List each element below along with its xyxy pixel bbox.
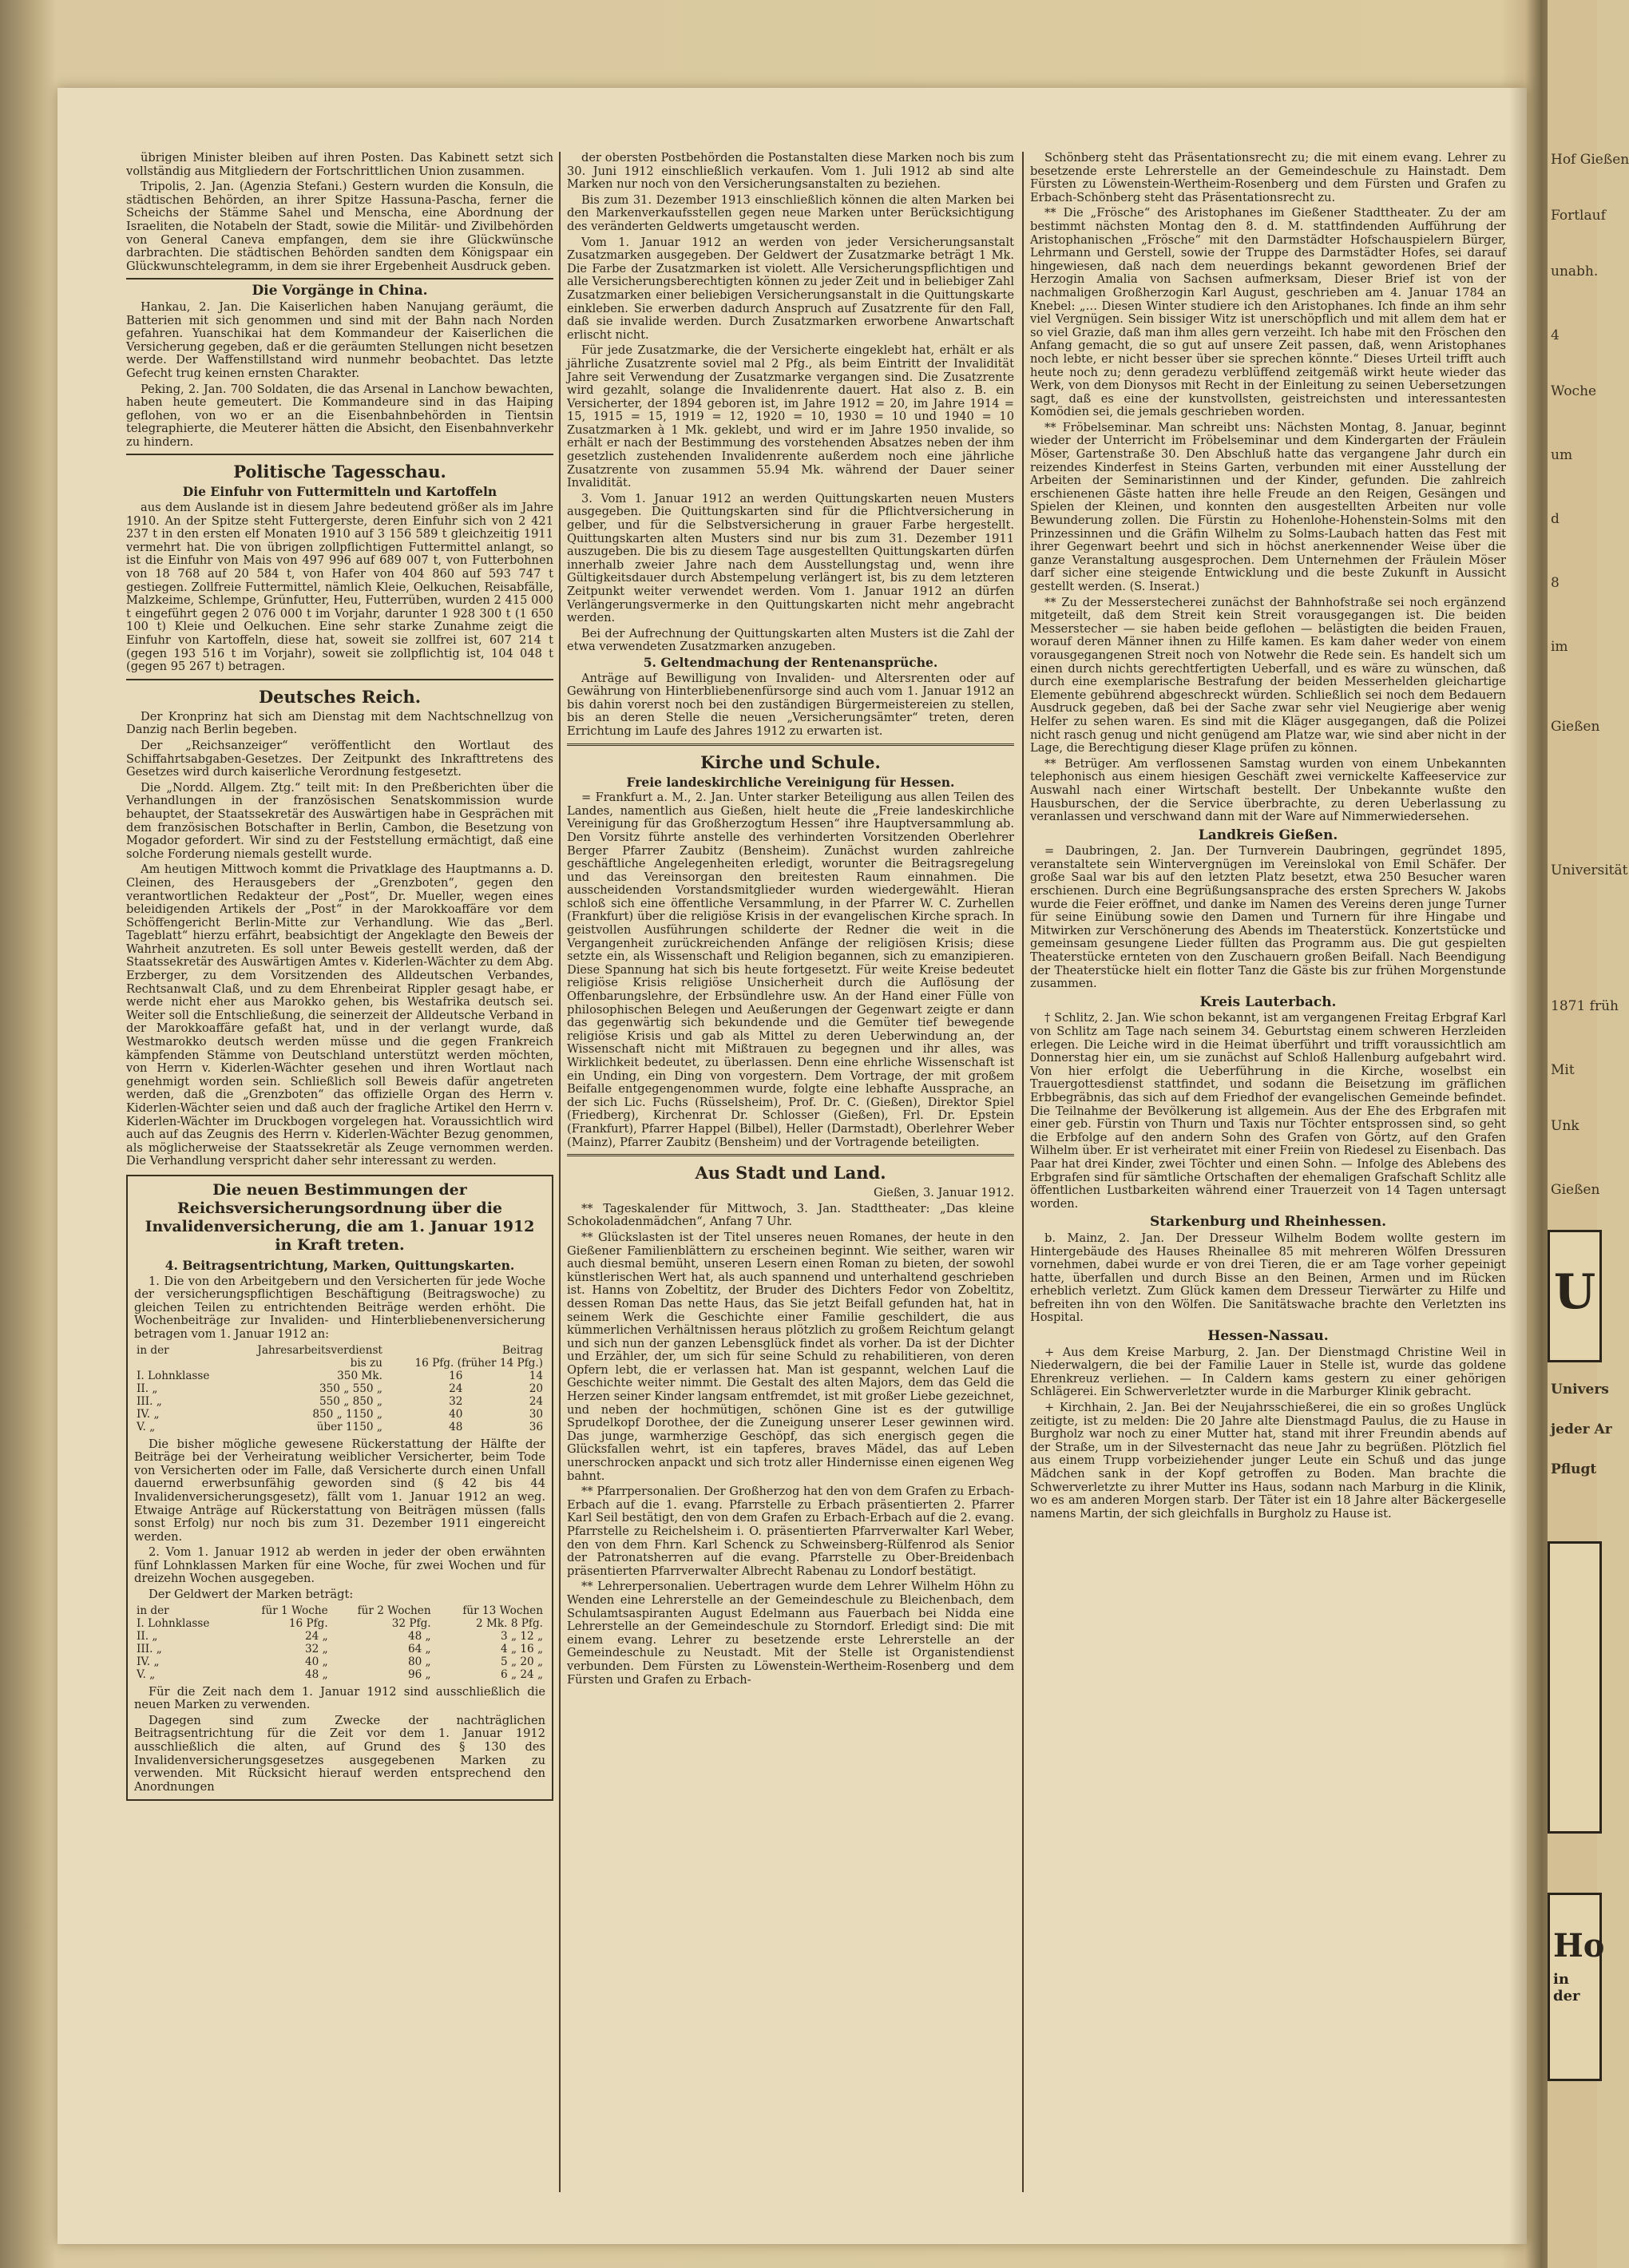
article-paragraph: ** Glückslasten ist der Titel unseres neuen Romanes, der heute in den Gießener Familienblättern zu erscheinen beginnt. Wie seither, waren wir auch diesmal bemüht, unseren Lesern einen Roman zu bieten, der sowohl künstlerischen Wert hat, als auch spannend und unterhaltend geschrieben ist. Hanns von Zobeltitz, der Bruder des Dichters Fedor von Zobeltitz, dessen Roman Das nette Haus, das Sie jetzt Beifall gefunden hat, hat in seinem Werk die Geschichte einer Familie geschildert, die aus kümmerlichen Verhältnissen heraus plötzlich zu großem Reichtum gelangt und sich nun der ganzen Lebensglück findet als vorher. Da ist der Dichter und Erzähler, der, um sich für seine Schuld zu rehabilitieren, von deren Opfern lebt, die er verlassen hat. Man ist gespannt, welchen Lauf die Geschichte weiter nimmt. Die Gestalt des alten Majors, dem das Geld die Herzen seiner Kinder langsam entfremdet, ist mit großer Liebe gezeichnet, und neben der hochmütigen, schönen Gine ist es der gutwillige Sprudelkopf Dorothee, der die Zuneigung unserer Leser gewinnen wird. Das junge, warmherzige Geschöpf, das sich energisch gegen die Glücksfallen wehrt, ist ein tapferes, braves Mädel, das auf Leben unerschrocken anpackt und sich trotz aller Hindernisse einen eigenen Weg bahnt. xyxy=(567,1230,1014,1483)
table-header: bis zu xyxy=(350,1356,382,1370)
strip-fragment: jeder Ar xyxy=(1551,1421,1612,1437)
subheading: Die Einfuhr von Futtermitteln und Kartoffeln xyxy=(182,484,497,500)
table-header xyxy=(134,1357,228,1370)
article-paragraph: ** Fröbelseminar. Man schreibt uns: Nächsten Montag, 8. Januar, beginnt wieder der Unterricht im Fröbelseminar und dem Kindergarten der Fräulein Möser, Gartenstraße 30. Den Abschluß hatte das vergangene Jahr durch ein reizendes Kinderfest in Steins Garten, verbunden mit einer Ausstellung der Arbeiten der Seminaristinnen und der Kinder, gefunden. Die zahlreich erschienenen Gäste hatten ihre helle Freude an den Reigen, Gesängen und Spielen der Kleinen, und konnten den ausgestellten Arbeiten nur volle Bewunderung zollen. Die Fürstin zu Hohenlohe-Hohenstein-Solms mit den Prinzessinnen und die Gräfin Wilhelm zu Solms-Laubach hatten das Fest mit ihrer Gegenwart beehrt und sich in höchst anerkennender Weise über die ganze Veranstaltung ausgesprochen. Dem Unternehmen der Fräulein Möser darf sicher eine steigende Entwicklung und die beste Zukunft in Aussicht gestellt werden. (S. Inserat.) xyxy=(1030,420,1506,593)
table-cell: I. Lohnklasse xyxy=(137,1616,210,1630)
column-rule xyxy=(1022,152,1024,2192)
article-paragraph: = Frankfurt a. M., 2. Jan. Unter starker Beteiligung aus allen Teilen des Landes, namentlich aus Gießen, hielt heute die „Freie landeskirchliche Vereinigung für das Großherzogtum Hessen“ ihre Hauptversammlung ab. Den Vorsitz führte anstelle des verhinderten Vorsitzenden Oberlehrer Berger Pfarrer Zaubitz (Bensheim). Zunächst wurden zahlreiche geschäftliche Angelegenheiten erledigt, worunter die Beitragsregelung und das Vereinsorgan den breitesten Raum einnahmen. Die ausscheidenden Vorstandsmitglieder wurden wiedergewählt. Hieran schloß sich eine öffentliche Versammlung, in der Pfarrer W. C. Zurhellen (Frankfurt) über die religiöse Krisis in der evangelischen Kirche sprach. In geistvollen Ausführungen schilderte der Redner die weit in die Vergangenheit zurückreichenden Anfänge der religiösen Krisis; diese setzte ein, als Wissenschaft und Religion begannen, sich zu emanzipieren. Diese Spannung hat sich bis heute fortgesetzt. Für weite Kreise bedeutet religiöse Krisis religiöse Unsicherheit durch die Auflösung der Offenbarungslehre, der Erbsündlehre usw. An der Hand einer Fülle von philosophischen Belegen und Aeußerungen der Gegenwart zeigte er dann das gegenwärtig sich bekundende und die Gemüter tief bewegende religiöse Krisis und gab als Mittel zu deren Ueberwindung an, der Wissenschaft nicht mit Mißtrauen zu begegnen und ihr alles, was Wirklichkeit bedeutet, zu überlassen. Denn eine ehrliche Wissenschaft ist ein Unding, ein Ding von vorgestern. Dem Vortrage, der mit großem Beifalle entgegengenommen wurde, folgte eine lebhafte Aussprache, an der sich Lic. Fuchs (Rüsselsheim), Prof. Dr. C. (Gießen), Direktor Spiel (Friedberg), Kirchenrat Dr. Schlosser (Gießen), Frl. Dr. Epstein (Frankfurt), Pfarrer Happel (Bilbel), Heller (Darmstadt), Oberlehrer Weber (Mainz), Pfarrer Zaubitz (Bensheim) und der Vortragende beteiligten. xyxy=(567,791,1014,1149)
article-paragraph: Bei der Aufrechnung der Quittungskarten alten Musters ist die Zahl der etwa verwendeten Zusatzmarken anzugeben. xyxy=(567,626,1014,654)
table-cell: über 1150 „ xyxy=(316,1420,382,1433)
strip-fragment: Hof Gießen xyxy=(1551,152,1629,168)
section-heading: Aus Stadt und Land. xyxy=(695,1163,886,1184)
section-heading: Die Vorgänge in China. xyxy=(252,283,428,299)
strip-fragment: unabh. xyxy=(1551,264,1599,280)
table-cell: 850 „ 1150 „ xyxy=(312,1407,382,1421)
table-row xyxy=(134,1668,545,1681)
table-cell: 2 Mk. 8 Pfg. xyxy=(476,1616,543,1630)
table-cell: 5 „ 20 „ xyxy=(501,1655,543,1668)
table-cell: 80 „ xyxy=(407,1655,431,1668)
article-paragraph: Für jede Zusatzmarke, die der Versicherte eingeklebt hat, erhält er als jährliche Zusatzrente soviel mal 2 Pfg., als beim Eintritt der Invalidität Jahre seit Verwendung der Zusatzmarke vergangen sind. Die Zusatzrente wird gezahlt, solange die Invalidenrente dauert. Hat also z. B. ein Versicherter, der 1894 geboren ist, im Jahre 1912 = 20, im Jahre 1914 = 15, 1915 = 15, 1919 = 12, 1920 = 10, 1930 = 10 und 1940 = 10 Zusatzmarken à 1 Mk. geklebt, und wird er im Jahre 1950 invalide, so erhält er nach der Bestimmung des vorstehenden Absatzes neben der ihm gesetzlich zustehenden Invalidenrente außerdem noch eine jährliche Zusatzrente von zusammen 55.94 Mk. während der Dauer seiner Invalidität. xyxy=(567,343,1014,490)
strip-fragment: 4 xyxy=(1551,327,1560,343)
article-paragraph: übrigen Minister bleiben auf ihren Posten. Das Kabinett setzt sich vollständig aus Mitgliedern der Fortschrittlichen Union zusammen. xyxy=(126,151,553,178)
table-row xyxy=(134,1395,545,1408)
table-cell: IV. „ xyxy=(137,1407,160,1421)
advert-text: in der xyxy=(1553,1971,1580,2004)
strip-fragment: Gießen xyxy=(1551,719,1600,735)
article-paragraph: ** Die „Frösche“ des Aristophanes im Gießener Stadttheater. Zu der am bestimmt nächsten Montag den 8. d. M. stattfindenden Aufführung der Aristophanischen „Frösche“ mit den Darmstädter Hofschauspielern Bürger, Lehrmann und Gerstell, sowie der Truppe des Darmstädter Hofes, sei darauf hingewiesen, daß nach dem neuerdings bekannt gewordenen Brief der Herzogin Amalia von Sachsen aufmerksam, Dieser Brief ist von der nachmaligen Großherzogin Karl August, geschrieben am 4. Januar 1784 an Knebel: „… Diesen Winter studiere ich den Aristophanes. Ich finde an ihm sehr viel Vergnügen. Sein bissiger Witz ist unerschöpflich und mit allem dem hat er so viel Grazie, daß man ihm alles gern verzeiht. Ich habe mit den Fröschen den Anfang gemacht, die so gut auf unsere Zeit passen, daß, wenn Aristophanes noch lebte, er nicht besser über sie sprechen könnte.“ Dieses Urteil trifft auch heute noch zu; denn geradezu verblüffend zeitgemäß wirkt heute wieder das Werk, von dem Dionysos mit Recht in der Einleitung zu seinen Uebersetzungen sagt, daß es eine der kunstvollsten, geistreichsten und interessantesten Komödien sei, die jemals geschrieben worden. xyxy=(1030,206,1506,419)
column-3 xyxy=(1030,152,1506,1523)
strip-fragment: Mit xyxy=(1551,1062,1575,1078)
article-paragraph: ** Zu der Messerstecherei zunächst der Bahnhofstraße sei noch ergänzend mitgeteilt, daß dem Streit kein Streit vorausgegangen ist. Die beiden Messerstecher — sie haben beide geflohen — belästigten die beiden Frauen, worauf deren Männer ihnen zu Hilfe kamen. Es kam daher weder von einem vorausgegangenen Streit noch von Notwehr die Rede sein. Es handelt sich um einen durch nichts gerechtfertigten Ueberfall, und es wäre zu wünschen, daß durch eine exemplarische Bestrafung der beiden Messerhelden gleichartige Elemente gebührend abgeschreckt würden. Schließlich sei noch dem Bedauern Ausdruck gegeben, daß bei der Sache zwar sehr viel Neugierige aber wenig Helfer zu sehen waren. Es sind mit die Kläger ausgegangen, daß die Polizei nicht rasch genug und nicht genügend am Platze war, wie sind aber nicht in der Lage, die Berechtigung dieser Klage prüfen zu können. xyxy=(1030,595,1506,755)
boxed-article xyxy=(126,1175,553,1801)
table-row xyxy=(134,1630,545,1643)
article-paragraph: Die bisher mögliche gewesene Rückerstattung der Hälfte der Beiträge bei der Verheiratung weiblicher Versicherter, beim Tode von Versicherten oder im Falle, daß Versicherte durch einen Unfall dauernd erwerbsunfähig geworden sind (§ 42 bis 44 Invalidenversicherungsgesetz), fällt vom 1. Januar 1912 an weg. Etwaige Anträge auf Rückerstattung von Beiträgen müssen (falls sonst Erfolg) nur noch bis zum 31. Dezember 1911 eingereicht werden. xyxy=(134,1437,545,1544)
article-paragraph: ** Betrüger. Am verflossenen Samstag wurden von einem Unbekannten telephonisch aus einem hiesigen Geschäft zwei vernickelte Kaffeeservice zur Auswahl nach einer Wirtschaft bestellt. Der Unbekannte wußte den Hausburschen, der die Service überbrachte, zu deren Ueberlassung zu veranlassen und verschwand dann mit der Ware auf Nimmerwiedersehen. xyxy=(1030,756,1506,824)
article-paragraph: Bis zum 31. Dezember 1913 einschließlich können die alten Marken bei den Markenverkaufsstellen gegen neue Marken unter Berücksichtigung des veränderten Geldwerts umgetauscht werden. xyxy=(567,192,1014,233)
table-cell: 48 „ xyxy=(407,1629,431,1643)
table-row xyxy=(134,1643,545,1655)
article-paragraph: b. Mainz, 2. Jan. Der Dresseur Wilhelm Bodem wollte gestern im Hintergebäude des Hauses Rheinallee 85 mit mehreren Wölfen Dressuren vornehmen, dabei wurde er von drei Tieren, die er am Tage vorher gepeinigt hatte, überfallen und durch Bisse an den Beinen, Armen und im Rücken erheblich verletzt. Zum Glück kamen dem Dresseur Tierwärter zu Hilfe und befreiten ihn von den Wölfen. Die Sanitätswache brachte den Verletzten ins Hospital. xyxy=(1030,1231,1506,1325)
table-header: für 2 Wochen xyxy=(357,1604,431,1617)
strip-fragment: im xyxy=(1551,639,1568,655)
article-paragraph: = Daubringen, 2. Jan. Der Turnverein Daubringen, gegründet 1895, veranstaltete sein Wintervergnügen im Vereinslokal von Emil Schäfer. Der große Saal war bis auf den letzten Platz besetzt, etwa 250 Besucher waren erschienen. Durch eine Begrüßungsansprache des ersten Sprechers W. Jakobs wurde die Feier eröffnet, und danke im Namen des Vereins deren junge Turner für seine Einübung sowie den Damen und Turnern für ihre Hingabe und Mitwirken zur Verschönerung des Abends im Theaterstück. Konzertstücke und gemeinsam gesungene Lieder füllten das Programm aus. Die gut gespielten Theaterstücke ernteten von den Zuschauern großen Beifall. Nach Beendigung der Theaterstücke hielt ein flotter Tanz die Gäste bis zur frühen Morgenstunde zusammen. xyxy=(1030,844,1506,991)
table-cell: 32 xyxy=(449,1394,463,1408)
article-paragraph: Die „Nordd. Allgem. Ztg.“ teilt mit: In den Preßberichten über die Verhandlungen in der französischen Senatskommission wurde behauptet, der Staatssekretär des Auswärtigen habe in Gesprächen mit dem französischen Botschafter in Berlin, Cambon, die Besetzung von Mogador gefordert. Wir sind zu der Feststellung ermächtigt, daß eine solche Forderung niemals gestellt wurde. xyxy=(126,780,553,861)
advert-letter: U xyxy=(1553,1264,1596,1320)
article-paragraph: aus dem Auslande ist in diesem Jahre bedeutend größer als im Jahre 1910. An der Spitze steht Futtergerste, deren Einfuhr sich von 2 421 237 t in den ersten elf Monaten 1910 auf 3 156 589 t gleichzeitig 1911 vermehrt hat. Die von übrigen zollpflichtigen Futtermittel anlangt, so ist die Einfuhr von Mais von 497 996 auf 689 007 t, von Futterbohnen von 18 768 auf 20 584 t, von Hafer von 404 860 auf 593 747 t gestiegen. Zollfreie Futtermittel, nämlich Kleie, Oelkuchen, Reisabfälle, Malzkeime, Schlempe, Grünfutter, Heu, Futterrüben, wurden 2 415 000 t eingeführt gegen 2 076 000 t im Vorjahr, darunter 1 928 300 t (1 650 100 t) Kleie und Oelkuchen. Eine sehr starke Zunahme zeigt die Einfuhr von Kartoffeln, diese hat, soweit sie zollfrei ist, 607 214 t (gegen 193 516 t im Vorjahr), soweit sie zollpflichtig ist, 104 048 t (gegen 95 267 t) betragen. xyxy=(126,501,553,674)
subheading: Freie landeskirchliche Vereinigung für Hessen. xyxy=(626,774,955,790)
table-cell: I. Lohnklasse xyxy=(137,1369,210,1382)
table-header: 16 Pfg. (früher 14 Pfg.) xyxy=(414,1356,543,1370)
article-paragraph: Hankau, 2. Jan. Die Kaiserlichen haben Nanujang geräumt, die Batterien mit sich genommen und sind mit der Bahn nach Norden gefahren. Yuanschikai hat dem Kommandeur der Kaiserlichen die Versicherung gegeben, daß er die geräumten Stellungen nicht besetzen werde. Der Waffenstillstand wird nunmehr beobachtet. Das letzte Gefecht trug keinen ernsten Charakter. xyxy=(126,299,553,380)
article-paragraph: Für die Zeit nach dem 1. Januar 1912 sind ausschließlich die neuen Marken zu verwenden. xyxy=(134,1684,545,1712)
article-paragraph: ** Pfarrpersonalien. Der Großherzog hat den von dem Grafen zu Erbach-Erbach auf die 1. evang. Pfarrstelle zu Erbach präsentierten 2. Pfarrer Karl Seil bestätigt, den von dem Grafen zu Erbach-Erbach auf die 2. evang. Pfarrstelle zu Reichelsheim i. O. präsentierten Pfarrverwalter Karl Weber, den von dem Fhrn. Karl Schenck zu Schweinsberg-Rülfenrod als Senior der Patronatsherren auf die evang. Pfarrstelle zu Ober-Breidenbach präsentierten Pfarrverwalter Albrecht Rabenau zu Londorf bestätigt. xyxy=(567,1485,1014,1578)
table-cell: 64 „ xyxy=(407,1642,431,1655)
table-row xyxy=(134,1421,545,1433)
table-cell: 48 xyxy=(449,1420,463,1433)
table-cell: 16 xyxy=(449,1369,463,1382)
table-row xyxy=(134,1617,545,1630)
strip-fragment: Fortlauf xyxy=(1551,208,1606,224)
table-row xyxy=(134,1655,545,1668)
table-cell: 350 Mk. xyxy=(337,1369,382,1382)
dateline: Gießen, 3. Januar 1912. xyxy=(873,1186,1014,1200)
table-cell: 350 „ 550 „ xyxy=(319,1382,382,1395)
article-paragraph: 3. Vom 1. Januar 1912 an werden Quittungskarten neuen Musters ausgegeben. Die Quittungskarten sind für die Pflichtversicherung in gelber, und für die Selbstversicherung in grauer Farbe hergestellt. Quittungskarten alten Musters sind nur bis zum 31. Dezember 1911 auszugeben. Die bis zu diesem Tage ausgestellten Quittungskarten dürfen innerhalb zweier Jahre nach dem Ausstellungstag und, wenn ihre Gültigkeitsdauer durch Abstempelung verlängert ist, bis zu dem letzteren Zeitpunkt weiter verwendet werden. Vom 1. Januar 1912 an dürfen Verlängerungsvermerke in den Quittungskarten nicht mehr angebracht werden. xyxy=(567,491,1014,625)
strip-fragment: Pflugt xyxy=(1551,1461,1597,1477)
article-paragraph: ** Tageskalender für Mittwoch, 3. Jan. Stadttheater: „Das kleine Schokoladenmädchen“, Anfang 7 Uhr. xyxy=(567,1201,1014,1229)
article-paragraph: Anträge auf Bewilligung von Invaliden- und Altersrenten oder auf Gewährung von Hinterbliebenenfürsorge sind auch vom 1. Januar 1912 an bis dahin vorerst noch bei den zuständigen Bürgermeistereien zu stellen, bis an deren Stelle die neuen „Versicherungsämter“ treten, deren Errichtung im Laufe des Jahres 1912 zu erwarten ist. xyxy=(567,671,1014,738)
table-row xyxy=(134,1382,545,1395)
article-paragraph: Der „Reichsanzeiger“ veröffentlicht den Wortlaut des Schiffahrtsabgaben-Gesetzes. Der Zeitpunkt des Inkrafttretens des Gesetzes wird durch kaiserliche Verordnung festgesetzt. xyxy=(126,738,553,779)
strip-fragment: Univers xyxy=(1551,1382,1609,1398)
section-heading: Kirche und Schule. xyxy=(700,751,881,772)
table-cell: 40 xyxy=(449,1407,463,1421)
table-cell: IV. „ xyxy=(137,1655,160,1668)
strip-fragment: um xyxy=(1551,447,1573,463)
table-cell: 550 „ 850 „ xyxy=(319,1394,382,1408)
article-paragraph: † Schlitz, 2. Jan. Wie schon bekannt, ist am vergangenen Freitag Erbgraf Karl von Schlitz am Tage nach seinem 34. Geburtstag einem schweren Herzleiden erlegen. Die Leiche wird in die Heimat überführt und trifft voraussichtlich am Donnerstag hier ein, um sie zunächst auf Schloß Hallenburg aufgebahrt wird. Von hier erfolgt die Ueberführung in die Kirche, woselbst ein Trauergottesdienst stattfindet, und sodann die Beisetzung im gräflichen Erbbegräbnis, das sich auf dem Friedhof der evangelischen Gemeinde befindet. Die Teilnahme der Bevölkerung ist allgemein. Aus der Ehe des Erbgrafen mit einer geb. Fürstin von Thurn und Taxis nur Töchter entsprossen sind, so geht die Erbfolge auf den andern Sohn des Grafen von Görtz, auf den Grafen Wilhelm über. Er ist verheiratet mit einer Freiin von Riedesel zu Eisenbach. Das Paar hat drei Kinder, zwei Töchter und einen Sohn. — Infolge des Ablebens des Erbgrafen sind für sämtliche Ortschaften der ehemaligen Grafschaft Schlitz alle öffentlichen Lustbarkeiten während einer Trauerzeit von 14 Tagen untersagt worden. xyxy=(1030,1011,1506,1211)
divider xyxy=(126,278,553,280)
column-1 xyxy=(126,152,553,1807)
subheading: 5. Geltendmachung der Rentenansprüche. xyxy=(643,654,938,670)
table-header: für 13 Wochen xyxy=(462,1604,543,1617)
article-paragraph: 1. Die von den Arbeitgebern und den Versicherten für jede Woche der versicherungspflichtigen Beschäftigung (Beitragswoche) zu gleichen Teilen zu entrichtenden Beiträge werden erhöht. Die Wochenbeiträge zur Invaliden- und Hinterbliebenenversicherung betragen vom 1. Januar 1912 an: xyxy=(134,1274,545,1341)
strip-fragment: Universität xyxy=(1551,862,1628,878)
strip-fragment: 8 xyxy=(1551,575,1560,591)
table-header: in der xyxy=(137,1604,169,1617)
table-header: in der xyxy=(137,1343,169,1357)
table-cell: 14 xyxy=(529,1369,543,1382)
article-paragraph: Tripolis, 2. Jan. (Agenzia Stefani.) Gestern wurden die Konsuln, die städtischen Behörden, an ihrer Spitze Hassuna-Pascha, ferner die Scheichs der Stämme Sahel und Menscha, eine Abordnung der Israeliten, die Notabeln der Stadt, sowie die Militär- und Zivilbehörden von General Caneva empfangen, dem sie ihre Glückwünsche darbrachten. Die städtischen Behörden sandten dem Königspaar ein Glückwunschtelegramm, in dem sie ihrer Ergebenheit Ausdruck geben. xyxy=(126,180,553,273)
table-cell: 16 Pfg. xyxy=(288,1616,328,1630)
table-row xyxy=(134,1408,545,1421)
article-paragraph: + Kirchhain, 2. Jan. Bei der Neujahrsschießerei, die ein so großes Unglück zeitigte, ist zu melden: Die 20 Jahre alte Dienstmagd Paulus, die zu Hause in Burgholz war noch zu einer Mutter hat, stand mit ihrer Freundin abends auf der Straße, um in der Silvesternacht das neue Jahr zu begrüßen. Plötzlich fiel aus einem Trupp vorbeiziehender junger Leute ein Schuß und das junge Mädchen sank in der Kopf getroffen zu Boden. Man brachte die Schwerverletzte zu ihrer Mutter ins Haus, sodann nach Marburg in die Klinik, wo es am anderen Morgen starb. Der Täter ist ein 18 Jahre alter Bäckergeselle namens Martin, der sich gleichfalls in Burgholz zu Hause ist. xyxy=(1030,1401,1506,1521)
advert-fragment xyxy=(1548,1893,1605,2081)
section-heading: Deutsches Reich. xyxy=(258,686,422,707)
table-cell: V. „ xyxy=(137,1420,156,1433)
table-cell: 4 „ 16 „ xyxy=(501,1642,543,1655)
strip-fragment: d xyxy=(1551,511,1560,527)
table-cell: V. „ xyxy=(137,1667,156,1681)
table-cell: 3 „ 12 „ xyxy=(501,1629,543,1643)
article-paragraph: Der Geldwert der Marken beträgt: xyxy=(149,1588,354,1602)
adjacent-page-strip xyxy=(1548,0,1629,2268)
table-cell: 48 „ xyxy=(304,1667,328,1681)
table-cell: 96 „ xyxy=(407,1667,431,1681)
table-cell: 24 xyxy=(449,1382,463,1395)
strip-fragment: Unk xyxy=(1551,1118,1579,1134)
table-cell: 36 xyxy=(529,1420,543,1433)
advert-fragment xyxy=(1548,1230,1602,1362)
table-cell: 20 xyxy=(529,1382,543,1395)
table-cell: 32 „ xyxy=(304,1642,328,1655)
table-cell: III. „ xyxy=(137,1642,162,1655)
article-paragraph: Vom 1. Januar 1912 an werden von jeder Versicherungsanstalt Zusatzmarken ausgegeben. Der Geldwert der Zusatzmarke beträgt 1 Mk. Die Farbe der Zusatzmarken ist violett. Alle Versicherungspflichtigen und alle Versicherungsberechtigten können zu jeder Zeit und in beliebiger Zahl Zusatzmarken einer beliebigen Versicherungsanstalt in die Quittungskarte einkleben. Sie erwerben dadurch Anspruch auf Zusatzrente für den Fall, daß sie invalide werden. Durch Zusatzmarken erworbene Anwartschaft erlischt nicht. xyxy=(567,235,1014,342)
subheading: 4. Beitragsentrichtung, Marken, Quittungskarten. xyxy=(164,1257,515,1273)
section-heading: Kreis Lauterbach. xyxy=(1199,993,1337,1010)
table-cell: 24 xyxy=(529,1394,543,1408)
table-header: Jahresarbeitsverdienst xyxy=(257,1343,382,1357)
column-rule xyxy=(559,152,561,2192)
article-paragraph: Peking, 2. Jan. 700 Soldaten, die das Arsenal in Lanchow bewachten, haben heute gemeutert. Die Kommandeure sind in das Haiping geflohen, von wo er an die Eisenbahnbehörden in Tientsin telegraphierte, die Meuterer hätten die Absicht, den Eisenbahnverkehr zu hindern. xyxy=(126,382,553,449)
divider xyxy=(126,454,553,455)
advert-text: Ho xyxy=(1553,1927,1605,1965)
table-header: für 1 Woche xyxy=(261,1604,328,1617)
column-2 xyxy=(567,152,1014,1689)
page-gutter-shadow xyxy=(1509,88,1527,2244)
article-paragraph: 2. Vom 1. Januar 1912 ab werden in jeder der oben erwähnten fünf Lohnklassen Marken für eine Woche, für zwei Wochen und für dreizehn Wochen ausgegeben. xyxy=(134,1545,545,1586)
strip-fragment: Gießen xyxy=(1551,1182,1600,1198)
table-cell: 6 „ 24 „ xyxy=(501,1667,543,1681)
strip-fragment: 1871 früh xyxy=(1551,998,1619,1014)
table-cell: 32 Pfg. xyxy=(391,1616,431,1630)
section-heading: Starkenburg und Rheinhessen. xyxy=(1149,1214,1387,1231)
article-paragraph: ** Lehrerpersonalien. Uebertragen wurde dem Lehrer Wilhelm Höhn zu Wenden eine Lehrerstelle an der Gemeindeschule zu Bleichenbach, dem Schulamtsaspiranten August Edelmann aus Fauerbach bei Nidda eine Lehrerstelle an der Gemeindeschule zu Storndorf. Erledigt sind: Die mit einem evang. Lehrer zu besetzende erste Lehrerstelle an der Gemeindeschule zu Neustadt. Mit der Stelle ist Organistendienst verbunden. Dem Fürsten zu Löwenstein-Wertheim-Rosenberg und dem Fürsten und Grafen zu Erbach- xyxy=(567,1580,1014,1687)
article-paragraph: Am heutigen Mittwoch kommt die Privatklage des Hauptmanns a. D. Cleinen, des Herausgebers der „Grenzboten“, gegen den verantwortlichen Redakteur der „Post“, Dr. Mueller, wegen eines beleidigenden Artikels der „Post“ in der Marokkoaffäre vor dem Schöffengericht Berlin-Mitte zur Verhandlung. Wie das „Berl. Tageblatt“ hierzu erfährt, beabsichtigt der Angeklagte den Beweis der Wahrheit anzutreten. Es soll unter Beweis gestellt werden, daß der Staatssekretär des Auswärtigen Amtes v. Kiderlen-Wächter zu dem Abg. Erzberger, zu dem Vorsitzenden des Alldeutschen Verbandes, Rechtsanwalt Claß, und zu dem Ehrenbeirat Rippler gesagt habe, er werde nicht eher aus Marokko gehen, bis Westafrika deutsch sei. Weiter soll die Entschließung, die seinerzeit der Alldeutsche Verband in der Marokkoaffäre gefaßt hat, und in der verlangt wurde, daß Westmarokko deutsch werden müsse und die gegen Frankreich kämpfenden Stämme von Deutschland unterstützt werden möchten, von Herrn v. Kiderlen-Wächter gesehen und ihren Wortlaut nach genehmigt worden sein. Schließlich soll Beweis dafür angetreten werden, daß die „Grenzboten“ das offizielle Organ des Herrn v. Kiderlen-Wächter seien und daß auch der fragliche Artikel den Herrn v. Kiderlen-Wächter im Druckbogen vorgelegen hat. Voraussichtlich wird auch auf das Zeugnis des Herrn v. Kiderlen-Wächter Bezug genommen, als möglicherweise der Staatssekretär als Zeuge vernommen werden. Die Verhandlung verspricht daher sehr interessant zu werden. xyxy=(126,862,553,1168)
strip-fragment: Woche xyxy=(1551,383,1597,399)
section-heading: Politische Tagesschau. xyxy=(233,462,446,482)
article-paragraph: Dagegen sind zum Zwecke der nachträglichen Beitragsentrichtung für die Zeit vor dem 1. Januar 1912 ausschließlich die alten, auf Grund des § 130 des Invalidenversicherungsgesetzes ausgegebenen Marken zu verwenden. Mit Rücksicht hierauf werden entsprechend den Anordnungen xyxy=(134,1713,545,1794)
divider xyxy=(567,1154,1014,1156)
divider xyxy=(567,743,1014,746)
table-cell: II. „ xyxy=(137,1629,158,1643)
article-paragraph: + Aus dem Kreise Marburg, 2. Jan. Der Dienstmagd Christine Weil in Niederwalgern, die bei der Familie Lauer in Stelle ist, wurde das goldene Ehrenkreuz verliehen. — In Caldern kams gestern zu einer gehörigen Schlägerei. Ein Schwerverletzter wurde in die Marburger Klinik gebracht. xyxy=(1030,1345,1506,1399)
section-heading: Hessen-Nassau. xyxy=(1207,1328,1329,1345)
advert-image-fragment xyxy=(1548,1541,1602,1834)
table-header: Beitrag xyxy=(501,1343,543,1357)
contribution-table xyxy=(134,1344,545,1433)
table-row xyxy=(134,1370,545,1382)
table-cell: 24 „ xyxy=(304,1629,328,1643)
table-cell: II. „ xyxy=(137,1382,158,1395)
table-cell: 40 „ xyxy=(304,1655,328,1668)
article-paragraph: Schönberg steht das Präsentationsrecht zu; die mit einem evang. Lehrer zu besetzende erste Lehrerstelle an der Gemeindeschule zu Hainstadt. Dem Fürsten zu Löwenstein-Wertheim-Rosenberg und dem Fürsten und Grafen zu Erbach-Schönberg steht das Präsentationsrecht zu. xyxy=(1030,151,1506,204)
table-cell: 30 xyxy=(529,1407,543,1421)
divider xyxy=(126,679,553,680)
stamp-value-table xyxy=(134,1604,545,1681)
article-paragraph: der obersten Postbehörden die Postanstalten diese Marken noch bis zum 30. Juni 1912 einschließlich verkaufen. Vom 1. Juli 1912 ab sind alte Marken nur noch von den Versicherungsanstalten zu beziehen. xyxy=(567,151,1014,192)
table-cell: III. „ xyxy=(137,1394,162,1408)
boxed-article-title: Die neuen Bestimmungen der Reichsversicherungsordnung über die Invalidenversicherung, die am 1. Januar 1912 in Kraft treten. xyxy=(145,1180,535,1254)
section-heading: Landkreis Gießen. xyxy=(1198,827,1338,843)
article-paragraph: Der Kronprinz hat sich am Dienstag mit dem Nachtschnellzug von Danzig nach Berlin begeben. xyxy=(126,709,553,737)
